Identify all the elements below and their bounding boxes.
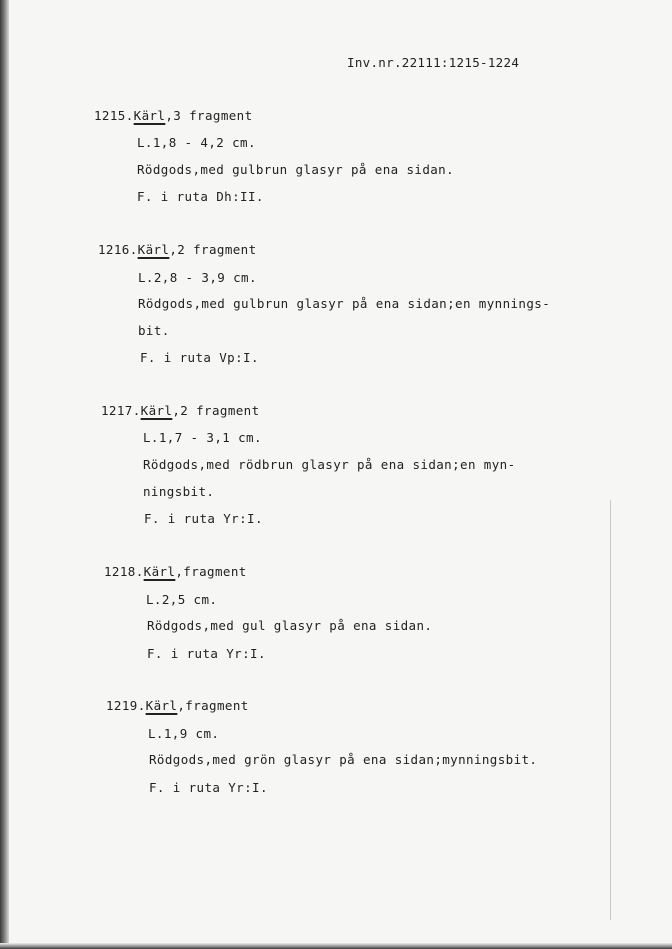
catalog-entry xyxy=(98,242,551,365)
catalog-entry xyxy=(104,564,433,661)
entry-heading xyxy=(98,242,257,257)
page-left-edge xyxy=(0,0,9,949)
entry-description-continued: ningsbit. xyxy=(143,484,215,499)
entry-heading xyxy=(101,403,260,418)
entry-heading-rest: ,fragment xyxy=(177,698,249,713)
entry-findspot: F. i ruta Vp:I. xyxy=(140,350,259,365)
entry-findspot: F. i ruta Yr:I. xyxy=(144,511,263,526)
entry-description: Rödgods,med gulbrun glasyr på ena sidan;en mynnings- xyxy=(138,296,551,311)
entry-description: Rödgods,med gulbrun glasyr på ena sidan. xyxy=(137,162,455,177)
entry-length: L.2,5 cm. xyxy=(146,592,218,607)
entry-description-continued: bit. xyxy=(138,323,170,338)
entry-number: 1219. xyxy=(106,698,146,713)
entry-length: L.1,8 - 4,2 cm. xyxy=(137,135,256,150)
catalog-entry xyxy=(101,403,516,526)
inventory-number: Inv.nr.22111:1215-1224 xyxy=(347,55,520,70)
catalog-entry xyxy=(106,698,538,795)
entry-keyword: Kärl xyxy=(145,698,178,713)
catalog-entry xyxy=(94,108,455,204)
entry-number: 1217. xyxy=(101,403,141,418)
entry-heading xyxy=(94,108,253,123)
entry-number: 1216. xyxy=(98,242,138,257)
entry-keyword: Kärl xyxy=(137,242,170,257)
entry-description: Rödgods,med gul glasyr på ena sidan. xyxy=(147,618,433,633)
page-bottom-edge xyxy=(0,943,672,949)
entry-findspot: F. i ruta Yr:I. xyxy=(147,646,266,661)
entry-length: L.1,9 cm. xyxy=(148,726,220,741)
entry-keyword: Kärl xyxy=(133,108,166,123)
entry-heading xyxy=(106,698,249,713)
entry-heading-rest: ,fragment xyxy=(175,564,247,579)
entry-heading xyxy=(104,564,247,579)
entry-description: Rödgods,med grön glasyr på ena sidan;mynningsbit. xyxy=(149,752,538,767)
entry-heading-rest: ,3 fragment xyxy=(165,108,253,123)
entry-keyword: Kärl xyxy=(140,403,173,418)
entry-findspot: F. i ruta Dh:II. xyxy=(137,189,264,204)
entry-length: L.2,8 - 3,9 cm. xyxy=(138,270,257,285)
entry-heading-rest: ,2 fragment xyxy=(169,242,257,257)
entry-number: 1218. xyxy=(104,564,144,579)
margin-rule xyxy=(610,500,611,920)
entry-findspot: F. i ruta Yr:I. xyxy=(149,780,268,795)
entry-number: 1215. xyxy=(94,108,134,123)
entry-length: L.1,7 - 3,1 cm. xyxy=(143,430,262,445)
entry-description: Rödgods,med rödbrun glasyr på ena sidan;en myn- xyxy=(143,457,516,472)
entry-keyword: Kärl xyxy=(143,564,176,579)
entry-heading-rest: ,2 fragment xyxy=(172,403,260,418)
